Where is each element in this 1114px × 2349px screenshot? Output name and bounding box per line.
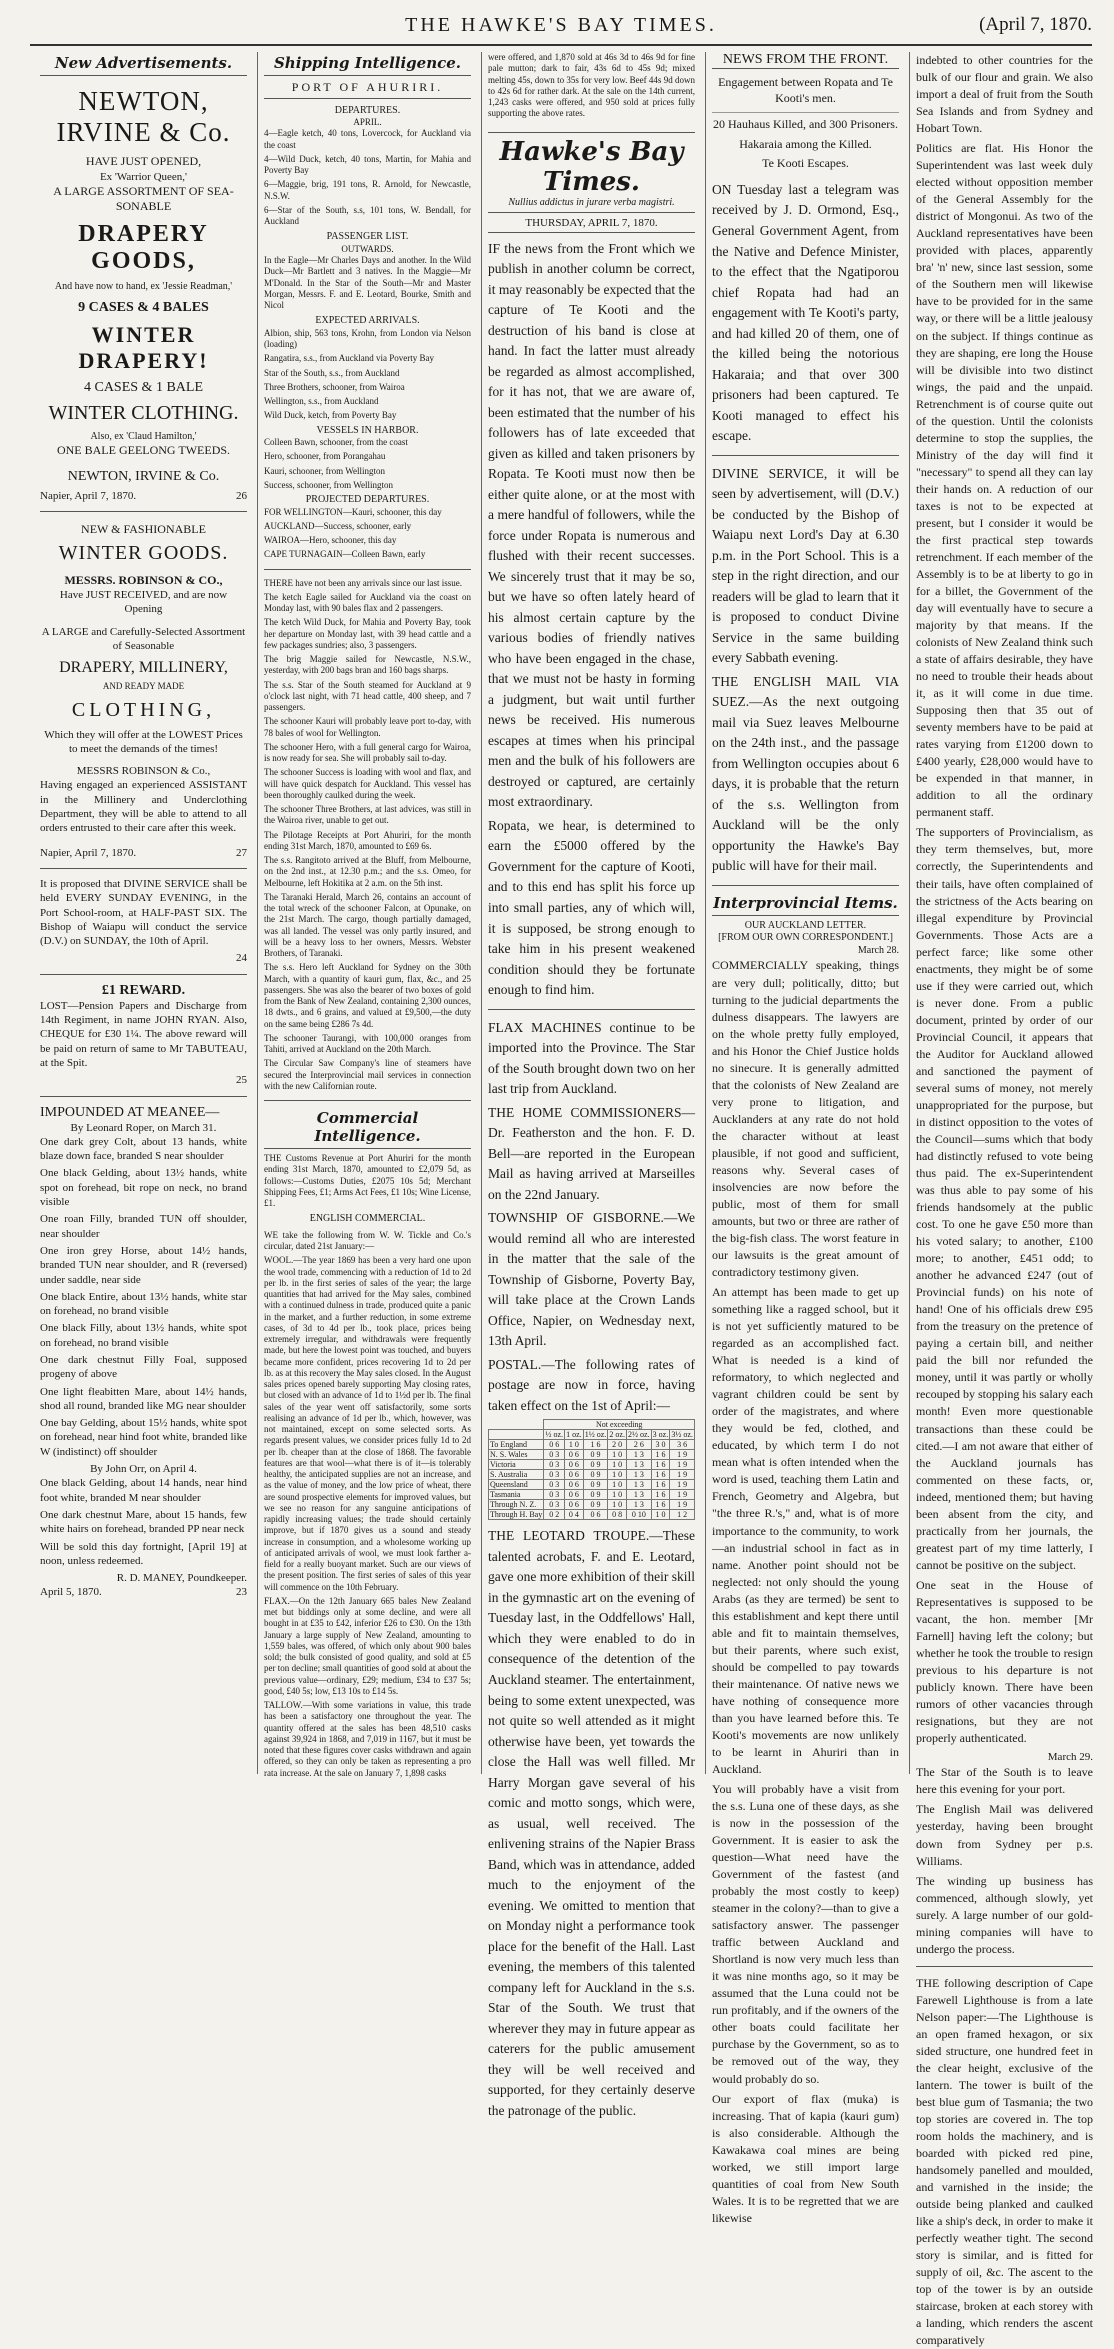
ad-line: MESSRS. ROBINSON & CO.,	[64, 572, 223, 587]
table-cell: 3 6	[670, 1440, 695, 1450]
ad-robinson	[40, 522, 247, 860]
table-cell: 1 9	[670, 1480, 695, 1490]
table-cell: 1 3	[626, 1470, 651, 1480]
news-paragraph: POSTAL.—The following rates of postage are now in force, having taken effect on the 1st of April:—	[488, 1356, 695, 1413]
table-cell: 0 3	[544, 1490, 565, 1500]
table-header-cell: 2½ oz.	[628, 1430, 650, 1440]
table-cell: 1 0	[608, 1460, 627, 1470]
commercial-paragraph: THE Customs Revenue at Port Ahuriri for the month ending 31st March, 1870, amounted to £2,079 5d, as follows:—Customs Duties, £2075 10s 5d; Merchant Shipping Fees, £1; Arms Act Fees, £1 10s; Wine License, £1.	[264, 1153, 471, 1209]
table-cell: 1 9	[670, 1500, 695, 1510]
harbor-entry: Success, schooner, from Wellington	[264, 479, 393, 490]
letter-continued	[916, 1764, 1093, 1957]
harbor-list	[264, 437, 471, 491]
shipping-paragraph: THERE have not been any arrivals since our last issue.	[264, 577, 462, 588]
departure-entry: 6—Maggie, brig, 191 tons, R. Arnold, for Newcastle, N.S.W.	[264, 179, 471, 201]
subheading: PROJECTED DEPARTURES.	[305, 494, 430, 506]
table-cell: 1 0	[608, 1480, 627, 1490]
shipping-paragraph: The s.s. Hero left Auckland for Sydney on the 30th March, with a quantity of kauri gum, flax, &c., and 25 passengers. She was also the bearer of two boxes of gold from the Bank of New Zealand, containing 2,300 ounces, 18 dwts., and 6 grains, and valued at £9,500,—the duty on the same being £286 7s 4d.	[264, 962, 471, 1029]
ad-paragraph: Having engaged an experienced ASSISTANT in the Millinery and Underclothing Department, they will be able to attend to all orders entrusted to their care after this week.	[40, 779, 247, 835]
commercial-paragraph: FLAX.—On the 12th January 665 bales New Zealand met but biddings only at some decline, and were all bought in at £35 to £42, inferior £26 to £30. On the 13th January a large supply of New Zealand, amounting to 1,559 bales, was offered, of which only about 900 bales sold; the bulk consisted of good quality, and sold at £5 per ton decline; small quantities of good sold at about the previous value—ordinary, £29; medium, £34 to £37 5s; good, £40 5s; low, £13 10s to £14 5s.	[264, 1595, 471, 1696]
ad-line: ONE BALE GEELONG TWEEDS.	[56, 443, 231, 458]
subheading: OUTWARDS.	[341, 243, 394, 254]
expected-entry: Wellington, s.s., from Auckland	[264, 396, 379, 407]
table-cell: 1 0	[608, 1450, 627, 1460]
table-cell: 0 6	[544, 1440, 565, 1450]
ad-line: 4 CASES & 1 BALE	[83, 379, 203, 395]
table-cell: 1 0	[651, 1510, 670, 1520]
table-cell: 1 9	[670, 1460, 695, 1470]
news-subheading: Engagement between Ropata and Te Kooti's men.	[718, 75, 893, 105]
ad-line: By John Orr, on April 4.	[90, 1463, 197, 1476]
subheading: EXPECTED ARRIVALS.	[315, 315, 420, 327]
table-cell: 1 9	[670, 1470, 695, 1480]
commercial-news	[264, 1153, 471, 1209]
letter-paragraph: Politics are flat. His Honor the Superintendent was last week duly elected without opposition member of the General Assembly for the district of Mongonui. As two of the Auckland representatives have been provided with places, apparently bra' 'n' new, since last session, some of the Southern men will likewise have to be provided for in the same way, or there will be a little jealousy on the subject. If things continue as they are shaping, ere long the House will be divisible into two distinct wings, the paid and the unpaid. Retrenchment is of course quite out of the question. Until the colonists determine to stop the supplies, the Ministry of the day will find it "necessary" to spend all they can lay their hands on. A reduction of our taxes is not to be expected at present, but I consider it would be the first practical step towards retrenchment. If each member of the Assembly is to be at liberty to go in for a billet, the Government of the day will eventually have to secure a majority by that means. If the colonists of New Zealand think such a state of affairs desirable, they have no need to trouble their heads about it, as it will come in due time. Supposing then that 35 out of seventy members have to be paid at rates varying from £1200 down to £400 yearly, £28,000 would have to be expended in that manner, in addition to all the ordinary permanent staff.	[916, 141, 1093, 820]
shipping-news	[264, 578, 471, 1093]
table-cell: 0 3	[544, 1480, 565, 1490]
subheading: DEPARTURES.	[334, 104, 401, 116]
ad-number: 24	[236, 952, 247, 965]
table-row	[489, 1470, 695, 1480]
ad-divine-service	[40, 877, 247, 966]
table-cell: 0 8	[608, 1510, 627, 1520]
harbor-entry: Hero, schooner, from Porangahau	[264, 451, 386, 462]
letter-paragraph: The winding up business has commenced, although slowly, yet surely. A large number of our gold-mining companies will have to undergo the process.	[916, 1873, 1093, 1956]
letter-paragraph: The supporters of Provincialism, as they term themselves, but, more correctly, the Superintendents and their tails, have often complained of the strictness of the Acts bearing on illegal expenditure by Provincial Governments. Those Acts are a perfect farce; like some other enactments, they might be of some use if they were carried out, which is never done. From a public document, printed by order of our Provincial Council, it appears that the Auditor for Auckland allowed and sanctioned the payment of several sums of money, not merely unappropriated for the purpose, but in distinct opposition to the votes of the Council—sums which that body had distinctly refused to vote being thus paid. The ex-Superintendent was thus able to pay some of his friends handsomely at the public cost. To one he gave £50 more than his voted salary; to another, £100 more; to another, £451 odd; to another he advanced £247 (out of Provincial funds) on his note of hand! One of his officials drew £95 from the treasury on the pretence of paying a certain bill, and neither paid the bill nor refunded the money, until it was partly or wholly recouped by stopping his salary each month! Even more questionable transactions than these could be cited.—I am not aware that either of the Auckland journals has commented on these facts, or, indeed, mentioned them; but having been absent from the city, and practically from her journals, the greatest part of my time latterly, I cannot be positive on the subject.	[916, 825, 1093, 1572]
table-cell: To England	[489, 1440, 544, 1450]
news-paragraph: ON Tuesday last a telegram was received by J. D. Ormond, Esq., General Government Agent, from the Native and Defence Minister, to the effect that the Ngatiporou chief Ropata had had an engagement with Te Kooti's party, and had killed 20 of them, one of the killed being the notorious Hakaraia; and that over 300 prisoners had been captured. Te Kooti managed to effect his escape.	[712, 181, 899, 444]
masthead-title: THE HAWKE'S BAY TIMES.	[405, 14, 717, 36]
ad-line: And have now to hand, ex 'Jessie Readman,'	[54, 281, 233, 293]
table-cell: 1 0	[608, 1490, 627, 1500]
departure-entry: 4—Eagle ketch, 40 tons, Lovercock, for Auckland via the coast	[264, 128, 471, 150]
impound-entry: One black Gelding, about 13½ hands, white spot on forehead, bit rope on neck, no brand visible	[40, 1167, 247, 1209]
table-cell: 0 9	[583, 1490, 608, 1500]
impound-entry: One bay Gelding, about 15½ hands, white spot on forehead, near hind foot white, branded like W (indistinct) off shoulder	[40, 1417, 247, 1458]
table-cell: Through H. Bay	[490, 1510, 543, 1520]
ad-firm-name: NEWTON, IRVINE & Co.	[56, 86, 231, 147]
letter-paragraph: The Star of the South is to leave here this evening for your port.	[916, 1765, 1093, 1797]
ad-line: WINTER GOODS.	[58, 541, 229, 564]
letter-paragraph: COMMERCIALLY speaking, things are very dull; politically, ditto; but turning to the judicial departments the dulness disappears. The lawyers are on the whole pretty fully employed, and his Honor the Chief Justice holds no sinecure. It is generally admitted that the colonists of New Zealand are very prone to litigation, and Aucklanders at any rate do not hold the character without at least plausible, if not good and sufficient, reasons why. Several cases of insolvencies are now before the public, most of them for small amounts, but two or three are rather of the big-fish class. The worst feature in our lawsuits is the great amount of contradictory testimony given.	[712, 958, 899, 1280]
shipping-paragraph: The brig Maggie sailed for Newcastle, N.S.W., yesterday, with 200 bags bran and 160 bags sharps.	[264, 654, 471, 676]
table-cell: 0 4	[565, 1510, 584, 1520]
table-cell: 0 6	[565, 1470, 584, 1480]
news-paragraph: DIVINE SERVICE, it will be seen by advertisement, will (D.V.) be conducted by the Bishop of Waiapu next Lord's Day at 6.30 p.m. in the Port School. This is a step in the right direction, and our readers will be glad to learn that it is proposed to conduct Divine Service in the same building every Sabbath evening.	[712, 465, 899, 666]
table-cell: 0 9	[583, 1450, 608, 1460]
ad-reward	[40, 983, 247, 1088]
table-header-cell: 1 oz.	[566, 1430, 582, 1440]
table-cell: 0 6	[565, 1450, 584, 1460]
table-cell: 1 6	[651, 1450, 670, 1460]
expected-entry: Star of the South, s.s., from Auckland	[264, 367, 400, 378]
ad-date: Napier, April 7, 1870.	[40, 846, 137, 859]
table-cell: 1 6	[651, 1500, 670, 1510]
table-row	[489, 1450, 695, 1460]
ad-line: Have JUST RECEIVED, and are now Opening	[59, 589, 228, 616]
table-cell: 0 6	[565, 1460, 584, 1470]
ad-line: Also, ex 'Claud Hamilton,'	[90, 430, 197, 442]
subheading: VESSELS IN HARBOR.	[316, 424, 419, 436]
table-cell: 1 3	[626, 1490, 651, 1500]
ad-signature: NEWTON, IRVINE & Co.	[67, 468, 220, 484]
ad-line: MESSRS ROBINSON & Co.,	[76, 765, 211, 778]
expected-entry: Wild Duck, ketch, from Poverty Bay	[264, 410, 397, 421]
expected-entry: Albion, ship, 563 tons, Krohn, from London via Nelson (loading)	[264, 327, 471, 350]
paper-title-block	[488, 132, 695, 213]
table-header-cell: 1½ oz.	[584, 1430, 607, 1440]
leader-paragraph: Ropata, we hear, is determined to earn the £5000 offered by the Government for the capture of Kooti, and to this end has split his force up into small parties, any of which will, it is supposed, be strong enough to take him in his present weakened condition should they be fortunate enough to find him.	[488, 817, 695, 998]
postage-rates-table	[488, 1419, 695, 1520]
table-cell: 1 6	[651, 1480, 670, 1490]
section-heading-commercial: Commercial Intelligence.	[264, 1109, 471, 1149]
expected-entry: Three Brothers, schooner, from Wairoa	[264, 381, 405, 392]
ad-number: 23	[236, 1586, 247, 1599]
table-cell: 0 9	[583, 1470, 608, 1480]
ad-number: 26	[236, 489, 247, 502]
ad-date: April 5, 1870.	[40, 1586, 102, 1599]
table-cell: 0 6	[565, 1490, 584, 1500]
table-header-cell: 2 oz.	[609, 1430, 625, 1440]
table-cell: 1 0	[608, 1470, 627, 1480]
departure-entry: 6—Star of the South, s.s, 101 tons, W. Bendall, for Auckland	[264, 204, 471, 227]
table-header-cell: ½ oz.	[545, 1430, 564, 1440]
impound-entry: One iron grey Horse, about 14½ hands, branded TUN near shoulder, and R (reversed) under saddle, near side	[40, 1244, 247, 1286]
table-cell: 1 6	[651, 1460, 670, 1470]
letter-paragraph: An attempt has been made to get up something like a ragged school, but it is not yet sufficiently matured to be regarded as an accomplished fact. What is needed is a kind of reformatory, to which neglected and vagrant children could be sent by order of the magistrates, and where they would be fed, clothed, and educated, by which term I do not mean what is often intended when the word is used, teaching them Latin and French, Geometry and Algebra, but "the three R.'s," and, what is of more importance to the community, to work—an industrial school in fact as in name. Another point should not be neglected: not only should the young Arabs (as they are termed) be sent to this establishment and kept there until able and fit to maintain themselves, but their parents, where such exist, should be compelled to pay towards their maintenance. Of native news we have nothing of consequence more than you have learned before this. Te Kooti's movements are now unlikely to be learnt in Ahuriri than in Auckland.	[712, 1285, 899, 1776]
ad-line: CLOTHING,	[71, 698, 216, 721]
letter-paragraph: indebted to other countries for the bulk of our flour and grain. We also import a deal of fruit from the South Sea Islands and from Sydney and Hobart Town.	[916, 53, 1093, 136]
shipping-paragraph: The Pilotage Receipts at Port Ahuriri, for the month ending 31st March, 1870, amounted to £69 6s.	[264, 829, 471, 851]
masthead	[30, 14, 1092, 46]
table-caption-row	[489, 1420, 695, 1430]
ad-signature: R. D. MANEY, Poundkeeper.	[116, 1572, 247, 1585]
letter-paragraph: The English Mail was delivered yesterday, having been brought down from Sydney per p.s. Williams.	[916, 1802, 1093, 1868]
ad-paragraph: It is proposed that DIVINE SERVICE shall be held EVERY SUNDAY EVENING, in the Port School-room, at HALF-PAST SIX. The Bishop of Waiapu will conduct the service (D.V.) on SUNDAY, the 10th of April.	[40, 877, 247, 948]
impound-entry: One dark chestnut Mare, about 15 hands, few white hairs on forehead, branded PP near neck	[40, 1508, 247, 1536]
table-cell: Through N. Z.	[489, 1500, 544, 1510]
shipping-paragraph: The schooner Kauri will probably leave port to-day, with 78 bales of wool for Wellington.	[264, 716, 471, 738]
subheading: APRIL.	[353, 117, 382, 128]
ad-line: WINTER DRAPERY!	[78, 321, 209, 373]
projected-entry: WAIROA—Hero, schooner, this day	[264, 535, 397, 546]
ad-line: A LARGE and Carefully-Selected Assortment of Seasonable	[41, 625, 246, 653]
table-row	[489, 1440, 695, 1450]
table-cell: Tasmania	[489, 1490, 544, 1500]
table-cell: 0 9	[583, 1500, 608, 1510]
commercial-paragraph: WE take the following from W. W. Tickle and Co.'s circular, dated 21st January:—	[264, 1229, 471, 1252]
table-cell: 1 0	[608, 1500, 627, 1510]
shipping-paragraph: The schooner Three Brothers, at last advices, was still in the Wairoa river, unable to get out.	[264, 804, 471, 826]
english-commercial	[264, 1230, 471, 1779]
ad-line: NEW & FASHIONABLE	[81, 521, 206, 536]
leader-article	[488, 239, 695, 1001]
table-caption: Not exceeding	[544, 1420, 695, 1430]
auckland-letter	[712, 957, 899, 2226]
impound-entry: One dark chestnut Filly Foal, supposed progeny of above	[40, 1353, 247, 1381]
dateline: THURSDAY, APRIL 7, 1870.	[488, 217, 695, 233]
harbor-entry: Colleen Bawn, schooner, from the coast	[264, 437, 408, 448]
table-cell: Queensland	[489, 1480, 544, 1490]
impound-list	[40, 1135, 247, 1459]
projected-entry: FOR WELLINGTON—Kauri, schooner, this day	[264, 506, 442, 517]
impound-list	[40, 1476, 247, 1536]
masthead-date: (April 7, 1870.	[979, 14, 1092, 35]
letter-paragraph: One seat in the House of Representatives is supposed to be vacant, the hon. member [Mr Farnell] having left the colony; but whether he took the trouble to resign previous to his departure is not publicly known. There have been rumors of other vacancies through resignations, but they are not properly authenticated.	[916, 1577, 1093, 1746]
subheading: [FROM OUR OWN CORRESPONDENT.]	[718, 932, 893, 944]
table-cell: 0 2	[544, 1510, 565, 1520]
projected-entry: AUCKLAND—Success, schooner, early	[264, 520, 412, 531]
ad-line: WINTER CLOTHING.	[48, 401, 239, 424]
passenger-list: In the Eagle—Mr Charles Days and another. In the Wild Duck—Mr Bartlett and 3 natives. In the Maggie—Mr M'Donald. In the Star of the South—Mr and Master Morgan, Messrs. F. and E. Leotard, Bourke, Smith and Nicol	[264, 255, 471, 311]
table-row	[489, 1510, 695, 1520]
expected-entry: Rangatira, s.s., from Auckland via Poverty Bay	[264, 353, 434, 364]
column-advertisements	[34, 52, 253, 1774]
paper-motto: Nullius addictus in jurare verba magistri.	[508, 196, 675, 208]
table-cell: S. Australia	[489, 1470, 544, 1480]
impound-entry: One black Gelding, about 14 hands, near hind foot white, branded M near shoulder	[40, 1477, 247, 1504]
table-cell: 0 9	[583, 1480, 608, 1490]
table-cell: 1 9	[670, 1490, 695, 1500]
shipping-paragraph: The s.s. Star of the South steamed for Auckland at 9 o'clock last night, with 71 head cattle, 400 sheep, and 7 passengers.	[264, 679, 471, 713]
shipping-paragraph: The ketch Wild Duck, for Mahia and Poverty Bay, took her departure on Monday last, with 39 head cattle and a few packages sundries; also, 3 passengers.	[264, 617, 471, 650]
section-heading-new-advertisements: New Advertisements.	[40, 54, 247, 76]
table-cell: 0 3	[544, 1470, 565, 1480]
table-cell: 2 6	[626, 1440, 651, 1450]
shipping-paragraph: The Circular Saw Company's line of steamers have secured the Interprovincial mail services in connection with the new Californian route.	[264, 1058, 471, 1091]
news-subheading: 20 Hauhaus Killed, and 300 Prisoners.	[712, 112, 899, 133]
shipping-paragraph: The Taranaki Herald, March 26, contains an account of the total wreck of the schooner Falcon, at Opunake, on the 21st March. The cargo, though partially damaged, was all landed. The vessel was only partly insured, and will be a heavy loss to her owners, Messrs. Webster Brothers, of Taranaki.	[264, 891, 471, 959]
table-cell: 0 3	[544, 1460, 565, 1470]
letter-continued	[916, 52, 1093, 1747]
table-cell: 1 3	[626, 1460, 651, 1470]
news-subheading: Te Kooti Escapes.	[762, 156, 849, 171]
table-cell: 1 9	[670, 1450, 695, 1460]
table-cell: 1 6	[651, 1470, 670, 1480]
news-heading: NEWS FROM THE FRONT.	[712, 52, 899, 69]
impound-entry: One black Filly, about 13½ hands, white spot on forehead, no brand visible	[40, 1322, 247, 1349]
leader-paragraph: IF the news from the Front which we publish in another column be correct, it may reasonably be expected that the capture of Te Kooti and the destruction of his band is close at hand. In fact the latter must already be regarded as almost accomplished, for it has not, that we are aware of, been estimated that the number of his followers has of late exceeded that given as killed and taken prisoners by Ropata. Te Kooti must now then be either quite alone, or at the most with a mere handful of followers, while the force under Ropata is numerous and flushed with their recent successes. We sincerely trust that it may be so, but we have so often lately heard of his almost certain capture by the various bodies of friendly natives who have been engaged in the chase, that we must not be hasty in forming a judgment, but wait until further news be received. His numerous escapes at times when his principal men and the bulk of his followers are destroyed or captured, are certainly most extraordinary.	[488, 240, 695, 810]
ad-paragraph: Will be sold this day fortnight, [April 19] at noon, unless redeemed.	[40, 1540, 247, 1567]
table-cell: 1 3	[626, 1500, 651, 1510]
column-letter-continued	[909, 52, 1099, 2348]
table-cell: 2 0	[608, 1440, 627, 1450]
shipping-paragraph: The ketch Eagle sailed for Auckland via the coast on Monday last, with 90 bales flax and 2 passengers.	[264, 591, 471, 614]
impound-entry: One dark grey Colt, about 13 hands, white blaze down face, branded S near shoulder	[40, 1135, 247, 1163]
news-items	[488, 1018, 695, 1417]
table-header-cell: 3½ oz.	[671, 1430, 693, 1440]
ad-line: Ex 'Warrior Queen,'	[99, 170, 188, 183]
table-row	[489, 1460, 695, 1470]
ad-title: IMPOUNDED AT MEANEE—	[40, 1104, 220, 1120]
table-cell: 3 0	[651, 1440, 670, 1450]
subheading: ENGLISH COMMERCIAL.	[309, 1213, 426, 1225]
table-cell: 0 9	[583, 1460, 608, 1470]
expected-list	[264, 328, 471, 422]
table-cell: 0 3	[544, 1500, 565, 1510]
shipping-paragraph: The s.s. Rangitoto arrived at the Bluff, from Melbourne, on the 2nd inst., at 12.30 p.m.; and the s.s. Omeo, for Melbourne, left Hokitika at 2 a.m. on the 5th inst.	[264, 855, 471, 888]
table-row	[489, 1480, 695, 1490]
column-news-front	[705, 52, 905, 2225]
ad-line: Which they will offer at the LOWEST Prices to meet the demands of the times!	[44, 728, 243, 755]
impound-entry: One black Entire, about 13½ hands, white star on forehead, no brand visible	[40, 1290, 247, 1318]
subheading: PASSENGER LIST.	[326, 231, 409, 243]
harbor-entry: Kauri, schooner, from Wellington	[264, 465, 385, 476]
commercial-paragraph: WOOL.—The year 1869 has been a very hard one upon the wool trade, commencing with a reduction of 1d to 2d per lb. in the first series of sales of the year; the large quantities that had arrived for the May sales, combined with a continued dulness in trade, produced quite a panic in the market, and a further reduction, in some extreme cases, of 3d to 4d per lb., took place, prices being extremely irregular, and withdrawals were frequently made, but here the lowest point was touched, and buyers became more confident, prices recovering 1d to 2d per lb. as at this recovery the May sales closed. In the August sales prices opened barely supporting May closing rates, but closed with an advance of 1d to 1½d per lb. The final sales of the year went off satisfactorily, some sorts realising an advance of 1d per lb., which, however, was not maintained, except on some selected sorts. As regards present values, we consider prices fully 1d to 2d per lb. cheaper than at the close of 1868. The favorable features are that wool—what there is of it—is tolerably healthy, the anticipated supplies are not an increase, and as the value of money, and the low price of wheat, there are sound prospective elements for improved values, but we see no reason for any sanguine anticipations of rapidly increasing values; the trade should certainly improve, but if 1870 gives us a sound and steady increase in consumption, and a wholesome working up of anticipated arrivals of wool, we must look farther a-field for a really buoyant market. Such are our views of the present position. The first series of sales of this year will commence on the 10th February.	[264, 1255, 471, 1592]
ad-impounded	[40, 1105, 247, 1600]
news-subheading: Hakaraia among the Killed.	[739, 136, 872, 151]
table-cell: 1 6	[651, 1490, 670, 1500]
section-heading-interprovincial: Interprovincial Items.	[712, 894, 899, 916]
shipping-paragraph: The schooner Hero, with a full general cargo for Wairoa, is now ready for sea. She will probably sail to-day.	[264, 741, 471, 764]
news-paragraph: THE HOME COMMISSIONERS—Dr. Featherston and the hon. F. D. Bell—are reported in the European Mail as having arrived at Marseilles on the 22nd January.	[488, 1104, 695, 1202]
table-row	[489, 1490, 695, 1500]
ad-line: By Leonard Roper, on March 31.	[70, 1121, 217, 1134]
ad-title: £1 REWARD.	[101, 982, 186, 998]
ad-date: Napier, April 7, 1870.	[40, 489, 137, 502]
departures-list	[264, 128, 471, 227]
projected-list	[264, 507, 471, 561]
table-header-row	[489, 1430, 695, 1440]
news-paragraph: FLAX MACHINES continue to be imported into the Province. The Star of the South brought down two on her last trip from Auckland.	[488, 1019, 695, 1097]
table-header-cell: 3 oz.	[652, 1430, 669, 1440]
ad-newton-irvine	[40, 86, 247, 503]
table-cell: 1 0	[565, 1440, 584, 1450]
projected-entry: CAPE TURNAGAIN—Colleen Bawn, early	[264, 549, 426, 560]
ad-line: DRAPERY, MILLINERY,	[59, 659, 228, 677]
table-cell: 0 6	[583, 1510, 608, 1520]
table-cell: N. S. Wales	[489, 1450, 544, 1460]
ad-line: 9 CASES & 4 BALES	[78, 299, 209, 315]
impound-entry: One light fleabitten Mare, about 14½ hands, shod all round, branded like MG near shoulder	[40, 1385, 247, 1412]
ad-number: 25	[236, 1074, 247, 1087]
table-cell: 0 6	[565, 1500, 584, 1510]
ad-number: 27	[236, 846, 247, 859]
paper-title: Hawke's Bay Times.	[499, 136, 684, 197]
table-cell: 1 6	[583, 1440, 608, 1450]
ad-line: HAVE JUST OPENED,	[85, 154, 202, 168]
letter-paragraph: Our export of flax (muka) is increasing. That of kapia (kauri gum) is also considerable. Although the Kawakawa coal mines are being worked, we still import large quantities of coal from New South Wales. It is to be regretted that we are likewise	[712, 2091, 899, 2225]
table-cell: 1 3	[626, 1450, 651, 1460]
section-heading-shipping: Shipping Intelligence.	[264, 54, 471, 76]
column-shipping	[257, 52, 477, 1778]
subheading: OUR AUCKLAND LETTER.	[744, 919, 867, 931]
ad-line: A LARGE ASSORTMENT OF SEA-SONABLE	[53, 183, 234, 214]
table-cell: Victoria	[489, 1460, 544, 1470]
ad-line: DRAPERY GOODS,	[78, 221, 209, 275]
news-paragraph: THE ENGLISH MAIL VIA SUEZ.—As the next outgoing mail via Suez leaves Melbourne on the 24th inst., and the passage from Wellington occupies about 6 days, it is probable that the return of the s.s. Wellington from Auckland will be the only opportunity the Hawke's Bay public will have for their mail.	[712, 673, 899, 874]
letter-paragraph: You will probably have a visit from the s.s. Luna one of these days, as she is now in the possession of the Government. It is easier to ask the question—What need have the Government of the fastest (and probably the most costly to keep) steamer in the colony?—than to give a satisfactory answer. The passenger traffic between Auckland and Shortland is now very much less than it was nine months ago, so it may be assumed that the Luna could not be run profitably, and if the owners of the other boats could facilitate her purchase by the Government, so as to be removed out of the way, they would probably do so.	[712, 1781, 899, 2086]
news-paragraph: TOWNSHIP OF GISBORNE.—We would remind all who are interested in the matter that the sale of the Township of Gisborne, Poverty Bay, will take place at the Crown Lands Office, Napier, on Wednesday next, 13th April.	[488, 1210, 695, 1349]
news-paragraph: THE following description of Cape Farewell Lighthouse is from a late Nelson paper:—The Lighthouse is an open framed hexagon, or six sided structure, one hundred feet in the clear height, exclusive of the lantern. The tower is built of the best blue gum of Tasmania; the two top stories are covered in. The top room holds the machinery, and is boarded with picked red pine, handsomely panelled and moulded, and varnished in the inside; the outside being planked and caulked like a ship's deck, in order to make it perfectly weather tight. The second story is similar, and is fitted for supply of oil, &c. The ascent to the top of the tower is by an outside staircase, broken at each storey with a landing, which renders the ascent comparatively	[916, 1975, 1093, 2348]
table-cell: 0 3	[544, 1450, 565, 1460]
table-cell: 0 6	[565, 1480, 584, 1490]
table-row	[489, 1500, 695, 1510]
column-editorial	[481, 52, 701, 2118]
shipping-paragraph: The schooner Success is loading with wool and flax, and will have quick despatch for Auckland. This vessel has been thoroughly caulked during the week.	[264, 767, 471, 800]
table-cell: 1 2	[670, 1510, 695, 1520]
table-cell: 0 10	[626, 1510, 651, 1520]
impound-entry: One roan Filly, branded TUN off shoulder, near shoulder	[40, 1213, 247, 1240]
shipping-paragraph: The schooner Taurangi, with 100,000 oranges from Tahiti, arrived at Auckland on the 20th March.	[264, 1032, 471, 1055]
departure-entry: 4—Wild Duck, ketch, 40 tons, Martin, for Mahia and Poverty Bay	[264, 153, 471, 176]
port-heading: PORT OF AHURIRI.	[264, 80, 471, 99]
letter-date: March 29.	[1047, 1751, 1093, 1764]
commercial-paragraph: TALLOW.—With some variations in value, this trade has been a satisfactory one throughout the year. The quantity offered at the sales has been 48,510 casks against 39,924 in 1868, and 7,019 in 1167, but it must be noted that these figures cover casks withdrawn and again offered, so they can only be taken as representing a pro rata increase. At the sale on January 7, 1,898 casks	[264, 1700, 471, 1778]
ad-line: AND READY MADE	[102, 681, 185, 692]
news-paragraph: THE LEOTARD TROUPE.—These talented acrobats, F. and E. Leotard, gave one more exhibition of their skill in the gymnastic art on the evening of Tuesday last, in the Oddfellows' Hall, which they were enabled to do in consequence of the detention of the Auckland steamer. The entertainment, being to some extent unexpected, was not quite so well attended as it might otherwise have been, yet towards the close the Hall was well filled. Mr Harry Morgan gave several of his comic and motto songs, which were, as usual, well received. The enlivening strains of the Napier Brass Band, which was in attendance, added much to the enjoyment of the evening. We omitted to mention that on Monday night a performance took place for the benefit of the Hall. Last evening, the members of this talented company left for Auckland in the s.s. Star of the South. We trust that wherever they may in future appear as caterers for the public amusement they will be well received and supported, for they certainly deserve the patronage of the public.	[488, 1528, 695, 2118]
continued-paragraph: were offered, and 1,870 sold at 46s 3d to 46s 9d for fine pale mutton; dark to fair, 43s 6d to 45s 9d; mixed melting 45s, down to 35s for very low. Beef 44s 9d down to 42s 6d for rather dark. At the sale on the 14th current, 1,243 casks were offered, and 950 sold at prices fully supporting the above rates.	[488, 52, 695, 119]
letter-date: March 28.	[857, 944, 899, 956]
ad-paragraph: LOST—Pension Papers and Discharge from 14th Regiment, in name JOHN RYAN. Also, CHEQUE for £30 1¼. The above reward will be paid on return of same to Mr TABUTEAU, at the Spit.	[40, 999, 247, 1069]
table-cell: 1 3	[626, 1480, 651, 1490]
